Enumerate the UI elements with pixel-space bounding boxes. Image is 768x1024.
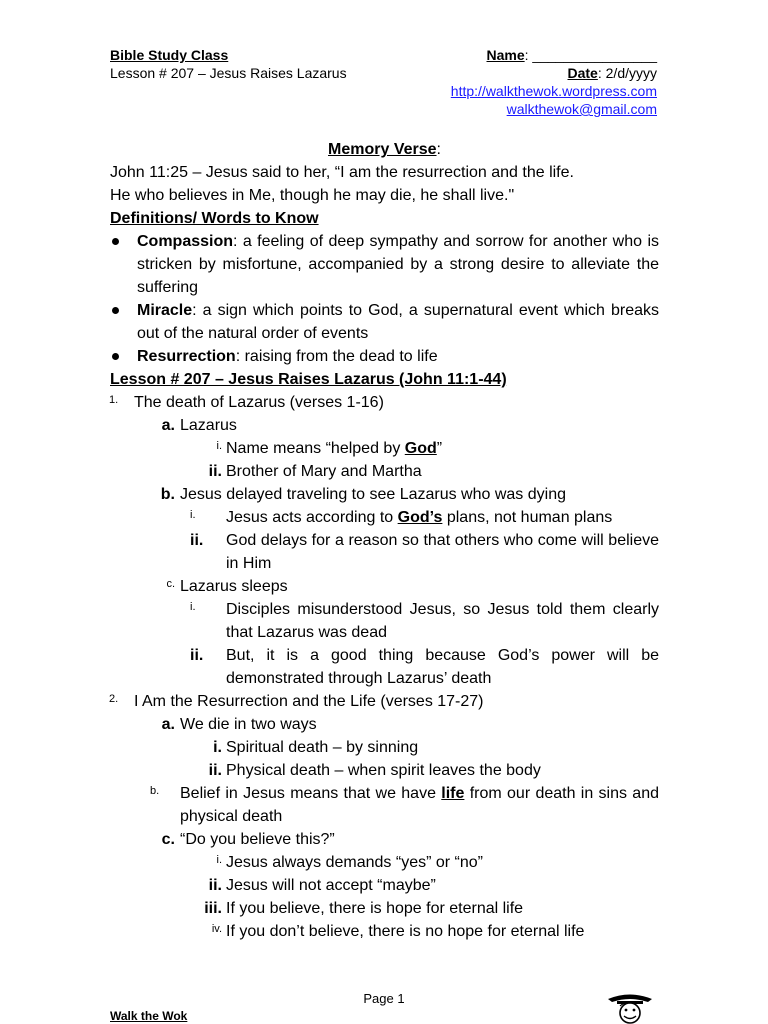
definition-item (110, 230, 659, 299)
bullet-icon (112, 307, 119, 314)
outline-emphasis: God (404, 440, 437, 457)
definition-text: : a sign which points to God, a supernatural event which breaks out of the natural order of events (137, 302, 659, 342)
definition-text: : a feeling of deep sympathy and sorrow for another who is stricken by misfortune, accompanied by a strong desire to alleviate the suffering (137, 233, 659, 296)
lesson-body (110, 138, 659, 943)
outline-marker: b. (150, 785, 160, 797)
outline-marker: ii. (208, 463, 222, 480)
outline-marker: ii. (190, 532, 204, 549)
outline-subitem (110, 851, 659, 874)
outline-text: But, it is a good thing because God’s power will be demonstrated through Lazarus’ death (226, 647, 659, 687)
outline-subitem (110, 460, 659, 483)
memory-verse-heading (110, 138, 659, 161)
outline-subitem (110, 437, 659, 460)
outline-text-post: from our death in sins and physical death (180, 785, 660, 825)
outline-text: We die in two ways (180, 716, 317, 733)
date-label: Date (567, 65, 598, 81)
outline-section-title: The death of Lazarus (verses 1-16) (134, 394, 384, 411)
outline-marker: ii. (208, 877, 222, 894)
outline-emphasis: life (441, 785, 465, 802)
outline-subitem (110, 598, 659, 644)
definition-item (110, 345, 659, 368)
outline-marker: ii. (190, 647, 204, 664)
outline-item (110, 782, 659, 828)
lesson-subtitle: Lesson # 207 – Jesus Raises Lazarus (110, 65, 347, 81)
outline-item (110, 575, 659, 598)
outline-section-title: I Am the Resurrection and the Life (verses 17-27) (134, 693, 484, 710)
outline-text: Jesus delayed traveling to see Lazarus who was dying (180, 486, 566, 503)
outline-item (110, 713, 659, 736)
outline-marker: i. (190, 601, 196, 613)
outline-text: Jesus will not accept “maybe” (226, 877, 436, 894)
outline-subitem (110, 920, 659, 943)
outline-section-2 (110, 690, 659, 713)
outline-text: Disciples misunderstood Jesus, so Jesus told them clearly that Lazarus was dead (226, 601, 659, 641)
outline-text: If you believe, there is hope for eternal life (226, 900, 524, 917)
outline-marker: c. (161, 831, 175, 848)
name-line (451, 46, 657, 64)
outline-marker: a. (161, 716, 175, 733)
outline-text: Lazarus sleeps (180, 578, 288, 595)
header-left (110, 46, 347, 82)
outline-text: Spiritual death – by sinning (226, 739, 419, 756)
outline-marker: i. (213, 739, 222, 756)
date-value: : 2/d/yyyy (597, 65, 657, 81)
definitions-heading: Definitions/ Words to Know (110, 210, 319, 227)
outline-item (110, 828, 659, 851)
definition-term: Compassion (137, 233, 234, 250)
memory-verse-line-2: He who believes in Me, though he may die, he shall live." (110, 187, 515, 204)
bullet-icon (112, 353, 119, 360)
outline-text: Physical death – when spirit leaves the body (226, 762, 541, 779)
outline-marker: iii. (204, 900, 222, 917)
outline-text: Brother of Mary and Martha (226, 463, 422, 480)
wok-chef-logo-icon (600, 990, 660, 1024)
footer-brand: Walk the Wok (110, 1009, 188, 1023)
outline-text: “Do you believe this?” (180, 831, 335, 848)
outline-marker: i. (216, 854, 222, 866)
outline-marker: b. (160, 486, 175, 503)
outline-marker: i. (216, 440, 222, 452)
outline-text: If you don’t believe, there is no hope for eternal life (226, 923, 585, 940)
website-link[interactable]: http://walkthewok.wordpress.com (450, 83, 657, 99)
outline-subitem (110, 736, 659, 759)
outline-text: Jesus always demands “yes” or “no” (226, 854, 483, 871)
outline-text-post: ” (436, 440, 443, 457)
name-label: Name (486, 47, 525, 63)
outline-subitem (110, 759, 659, 782)
outline-marker: 1. (109, 394, 119, 406)
outline-marker: a. (161, 417, 175, 434)
header-right (451, 46, 657, 118)
outline-item (110, 483, 659, 506)
name-blank: : ________________ (524, 47, 657, 63)
lesson-heading: Lesson # 207 – Jesus Raises Lazarus (John 11:1-44) (110, 371, 507, 388)
outline-subitem (110, 874, 659, 897)
outline-item (110, 414, 659, 437)
outline-subitem (110, 644, 659, 690)
outline-marker: 2. (109, 693, 119, 705)
definition-term: Resurrection (137, 348, 236, 365)
outline-text: God delays for a reason so that others who come will believe in Him (226, 532, 659, 572)
email-link[interactable]: walkthewok@gmail.com (506, 101, 657, 117)
outline-subitem (110, 506, 659, 529)
outline-marker: ii. (208, 762, 222, 779)
outline-emphasis: God’s (397, 509, 443, 526)
memory-verse-line-1: John 11:25 – Jesus said to her, “I am the resurrection and the life. (110, 164, 574, 181)
outline-subitem (110, 897, 659, 920)
definition-text: : raising from the dead to life (235, 348, 438, 365)
outline-text: Lazarus (180, 417, 237, 434)
definition-item (110, 299, 659, 345)
page-number: Page 1 (363, 991, 405, 1006)
outline-text-pre: Belief in Jesus means that we have (180, 785, 442, 802)
outline-marker: c. (166, 578, 175, 590)
outline-subitem (110, 529, 659, 575)
outline-text-pre: Jesus acts according to (226, 509, 398, 526)
definition-term: Miracle (137, 302, 193, 319)
memory-verse-title: Memory Verse (328, 141, 437, 158)
outline-text-post: plans, not human plans (442, 509, 613, 526)
bullet-icon (112, 238, 119, 245)
outline-text-pre: Name means “helped by (226, 440, 405, 457)
memory-verse-colon: : (436, 141, 441, 158)
class-title: Bible Study Class (110, 47, 229, 63)
outline-marker: iv. (211, 923, 222, 935)
date-line (451, 64, 657, 82)
outline-marker: i. (190, 509, 196, 521)
outline-section-1 (110, 391, 659, 414)
